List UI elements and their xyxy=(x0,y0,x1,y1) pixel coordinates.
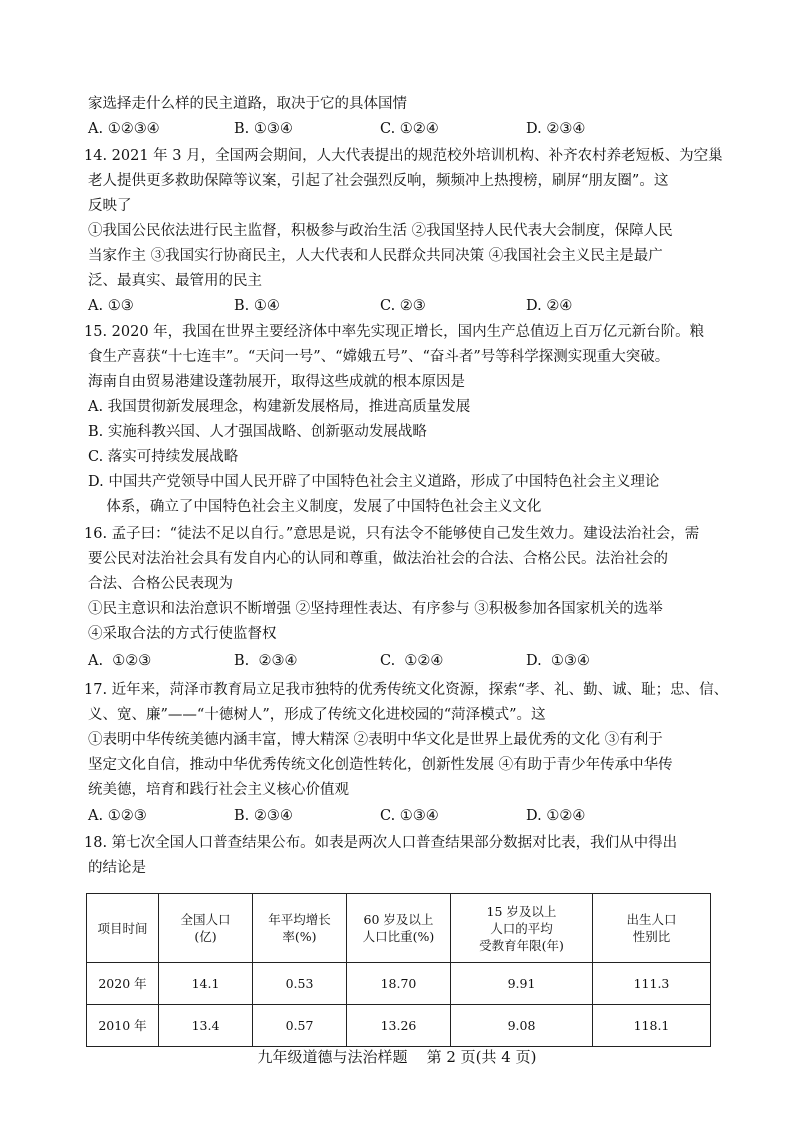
q17-option-c: C. ①③④ xyxy=(380,808,439,824)
table-cell: 9.91 xyxy=(451,963,593,1005)
q14-line-4: ①我国公民依法进行民主监督，积极参与政治生活 ②我国坚持人民代表大会制度，保障人民 xyxy=(88,223,673,239)
q17-option-b: B. ②③④ xyxy=(234,808,293,824)
q14-line-2: 老人提供更多救助保障等议案，引起了社会强烈反响，频频冲上热搜榜，刷屏“朋友圈”。这 xyxy=(88,173,669,189)
header-text: 15 岁及以上 xyxy=(486,903,557,919)
table-row xyxy=(87,1005,711,1047)
table-cell: 13.4 xyxy=(159,1005,253,1047)
header-text: 全国人口 xyxy=(180,912,231,927)
q14-option-d: D. ②④ xyxy=(526,298,573,314)
header-cell-education-years xyxy=(451,894,593,963)
table-cell: 0.53 xyxy=(253,963,347,1005)
q13-option-d: D. ②③④ xyxy=(526,121,586,137)
q16-line-4: ①民主意识和法治意识不断增强 ②坚持理性表达、有序参与 ③积极参加各国家机关的选举 xyxy=(88,601,663,617)
table-cell-year: 2020 年 xyxy=(87,963,159,1005)
header-unit: 人口比重(%) xyxy=(362,929,435,944)
q13-option-a: A. ①②③④ xyxy=(88,121,160,137)
q15-line-1: 15. 2020 年，我国在世界主要经济体中率先实现正增长，国内生产总值迈上百万亿元新台阶。粮 xyxy=(84,324,705,340)
header-text: 项目时间 xyxy=(97,920,148,936)
q14-line-1: 14. 2021 年 3 月，全国两会期间，人大代表提出的规范校外培训机构、补齐农村养老短板、为空巢 xyxy=(84,148,723,164)
header-cell-item-time xyxy=(87,894,159,963)
q17-line-3: ①表明中华传统美德内涵丰富，博大精深 ②表明中华文化是世界上最优秀的文化 ③有利于 xyxy=(88,732,663,748)
header-text: 性别比 xyxy=(632,929,671,944)
census-comparison-table xyxy=(86,893,711,1047)
table-header-row xyxy=(87,894,711,963)
table-cell-year: 2010 年 xyxy=(87,1005,159,1047)
q15-option-d-cont: 体系，确立了中国特色社会主义制度，发展了中国特色社会主义文化 xyxy=(88,499,542,515)
q13-tail-text: 家选择走什么样的民主道路，取决于它的具体国情 xyxy=(88,96,407,112)
q15-line-2: 食生产喜获“十七连丰”。“天问一号”、“嫦娥五号”、“奋斗者”号等科学探测实现重大突破。 xyxy=(88,349,670,365)
q16-option-c: C. ①②④ xyxy=(380,653,444,669)
q15-line-3: 海南自由贸易港建设蓬勃展开，取得这些成就的根本原因是 xyxy=(88,374,465,390)
q18-line-2: 的结论是 xyxy=(88,860,146,876)
q17-option-a: A. ①②③ xyxy=(88,808,147,824)
q17-line-4: 坚定文化自信，推动中华优秀传统文化创造性转化，创新性发展 ④有助于青少年传承中华传 xyxy=(88,757,673,773)
q18-line-1: 18. 第七次全国人口普查结果公布。如表是两次人口普查结果部分数据对比表，我们从中得出 xyxy=(84,835,678,851)
header-unit: (亿) xyxy=(194,929,217,944)
q15-option-b: B. 实施科教兴国、人才强国战略、创新驱动发展战略 xyxy=(88,424,427,440)
header-text: 出生人口 xyxy=(626,912,677,927)
q17-line-1: 17. 近年来，菏泽市教育局立足我市独特的优秀传统文化资源，探索“孝、礼、勤、诚、耻；忠、信、 xyxy=(84,682,729,698)
table-cell: 0.57 xyxy=(253,1005,347,1047)
q16-options xyxy=(88,651,708,671)
header-text: 年平均增长 xyxy=(268,912,331,927)
table-cell: 18.70 xyxy=(347,963,451,1005)
header-text: 60 岁及以上 xyxy=(363,912,434,927)
table-cell: 14.1 xyxy=(159,963,253,1005)
header-unit: 受教育年限(年) xyxy=(479,937,564,953)
q17-line-5: 统美德，培育和践行社会主义核心价值观 xyxy=(88,782,349,798)
q16-line-2: 要公民对法治社会具有发自内心的认同和尊重，做法治社会的合法、合格公民。法治社会的 xyxy=(88,551,668,567)
q14-option-a: A. ①③ xyxy=(88,298,134,314)
q14-line-6: 泛、最真实、最管用的民主 xyxy=(88,273,262,289)
q13-options xyxy=(88,119,708,139)
header-cell-over-60 xyxy=(347,894,451,963)
header-cell-growth-rate xyxy=(253,894,347,963)
table-row xyxy=(87,963,711,1005)
q16-line-5: ④采取合法的方式行使监督权 xyxy=(88,626,277,642)
table-cell: 118.1 xyxy=(593,1005,711,1047)
q14-line-3: 反映了 xyxy=(88,198,132,214)
q17-options xyxy=(88,806,708,826)
q16-line-1: 16. 孟子曰：“徒法不足以自行。”意思是说，只有法令不能够使自己发生效力。建设法治社会，需 xyxy=(84,526,700,542)
q14-option-b: B. ①④ xyxy=(234,298,280,314)
q14-options xyxy=(88,296,708,316)
q15-option-c: C. 落实可持续发展战略 xyxy=(88,449,239,465)
q13-option-c: C. ①②④ xyxy=(380,121,439,137)
table-cell: 13.26 xyxy=(347,1005,451,1047)
q17-line-2: 义、宽、廉”——“十德树人”，形成了传统文化进校园的“菏泽模式”。这 xyxy=(88,707,546,723)
header-cell-sex-ratio xyxy=(593,894,711,963)
q16-line-3: 合法、合格公民表现为 xyxy=(88,576,233,592)
q16-option-b: B. ②③④ xyxy=(234,653,298,669)
header-cell-population xyxy=(159,894,253,963)
q14-line-5: 当家作主 ③我国实行协商民主，人大代表和人民群众共同决策 ④我国社会主义民主是最广 xyxy=(88,248,663,264)
q17-option-d: D. ①②④ xyxy=(526,808,586,824)
header-text: 人口的平均 xyxy=(490,920,553,936)
page-footer: 九年级道德与法治样题 第 2 页(共 4 页) xyxy=(257,1048,537,1066)
q14-option-c: C. ②③ xyxy=(380,298,426,314)
q15-option-d: D. 中国共产党领导中国人民开辟了中国特色社会主义道路，形成了中国特色社会主义理论 xyxy=(88,474,660,490)
q16-option-a: A. ①②③ xyxy=(88,653,152,669)
header-unit: 率(%) xyxy=(282,929,317,944)
q15-option-a: A. 我国贯彻新发展理念，构建新发展格局，推进高质量发展 xyxy=(88,399,471,415)
q13-option-b: B. ①③④ xyxy=(234,121,293,137)
table-cell: 111.3 xyxy=(593,963,711,1005)
q16-option-d: D. ①③④ xyxy=(526,653,590,669)
table-cell: 9.08 xyxy=(451,1005,593,1047)
